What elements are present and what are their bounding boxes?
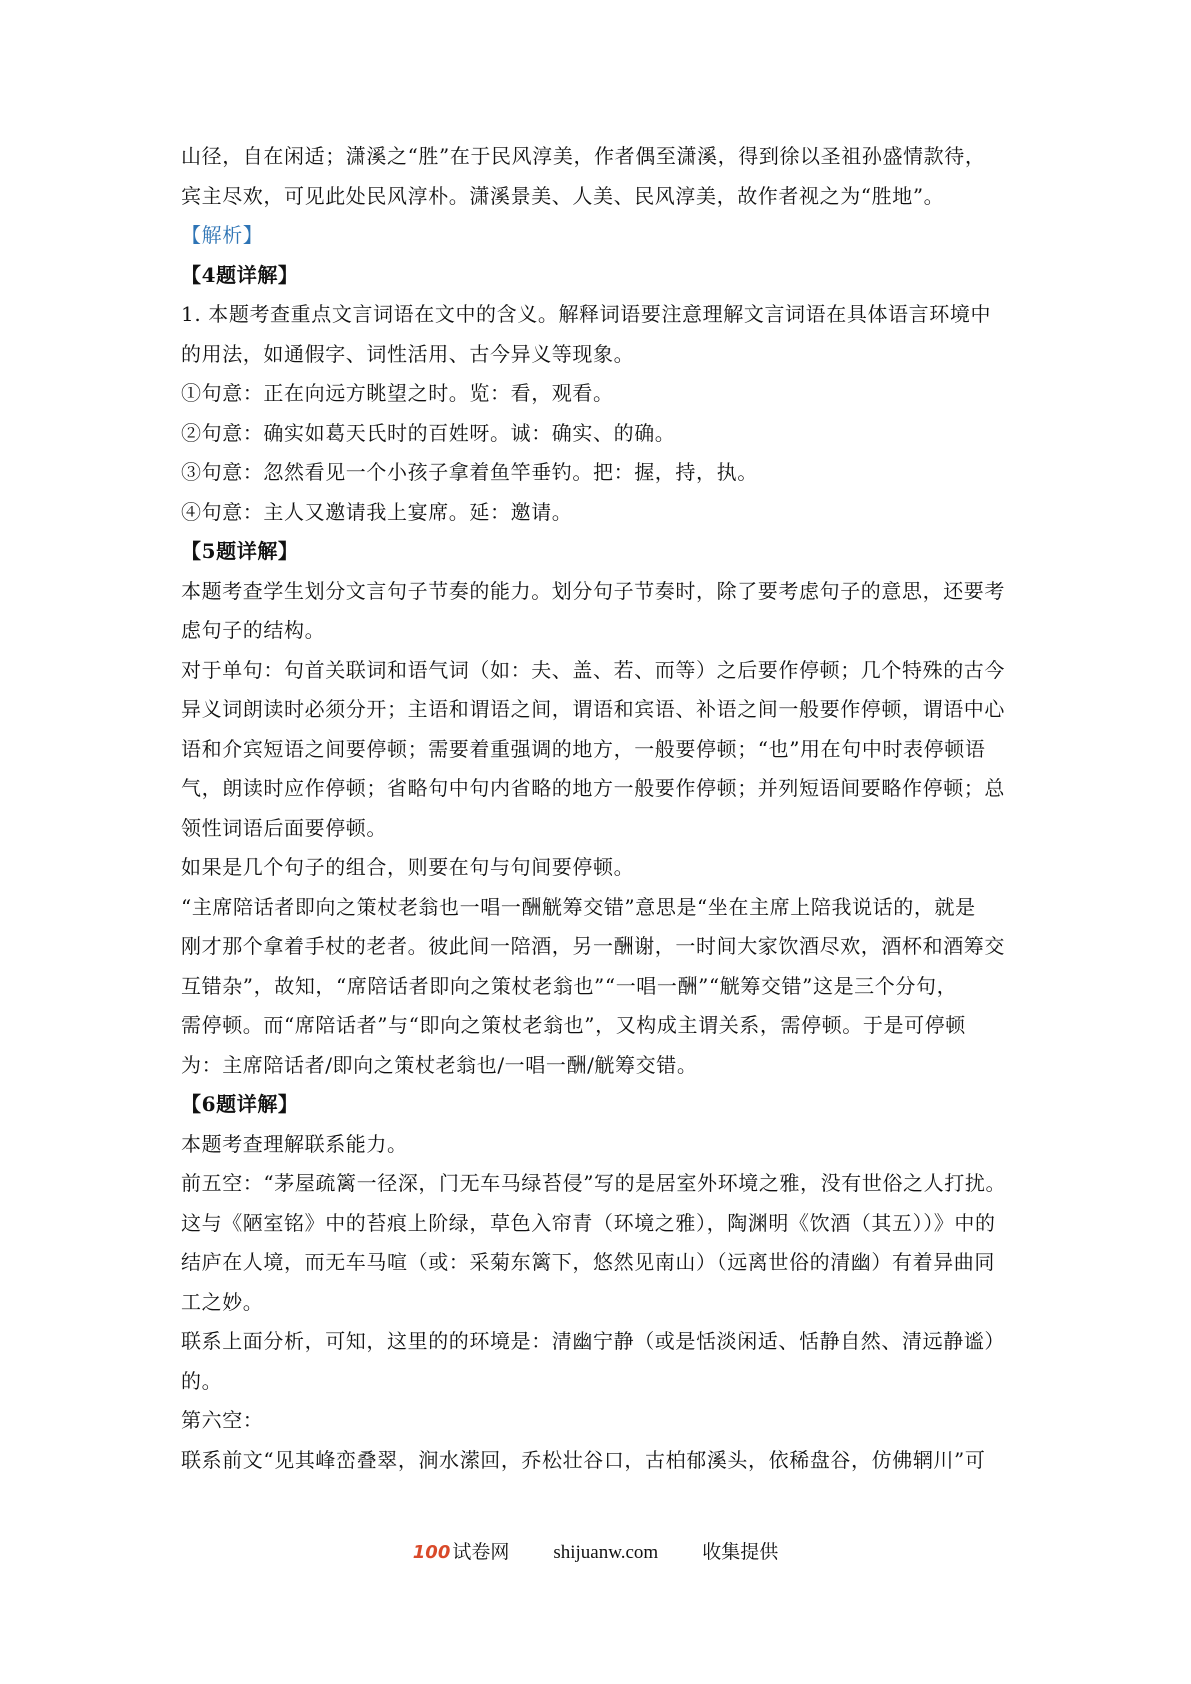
text-line: 对于单句：句首关联词和语气词（如：夫、盖、若、而等）之后要作停顿；几个特殊的古今 (181, 657, 1005, 682)
text-line: 1. 本题考查重点文言词语在文中的含义。解释词语要注意理解文言词语在具体语言环境中 (181, 302, 992, 326)
text-line: 联系前文“见其峰峦叠翠，涧水潆回，乔松壮谷口，古柏郁溪头，依稀盘谷，仿佛辋川”可 (181, 1447, 986, 1472)
section-heading: 【6题详解】 (181, 1092, 299, 1116)
text-line: 刚才那个拿着手杖的老者。彼此间一陪酒，另一酬谢，一时间大家饮酒尽欢，酒杯和酒筹交 (181, 934, 1005, 958)
text-line: 需停顿。而“席陪话者”与“即向之策杖老翁也”，又构成主谓关系，需停顿。于是可停顿 (181, 1013, 966, 1037)
text-line: 宾主尽欢，可见此处民风淳朴。潇溪景美、人美、民风淳美，故作者视之为“胜地”。 (181, 183, 945, 208)
section-label: 【解析】 (181, 223, 264, 247)
footer-site-url[interactable]: shijuanw.com (553, 1542, 659, 1563)
text-line: 气，朗读时应作停顿；省略句中句内省略的地方一般要作停顿；并列短语间要略作停顿；总 (181, 776, 1005, 800)
text-line: 联系上面分析，可知，这里的的环境是：清幽宁静（或是恬淡闲适、恬静自然、清远静谧） (181, 1329, 1005, 1353)
page-footer (0, 1537, 1191, 1564)
text-line: 的。 (181, 1368, 223, 1393)
text-line: 语和介宾短语之间要停顿；需要着重强调的地方，一般要停顿；“也”用在句中时表停顿语 (181, 736, 986, 761)
text-line: 虑句子的结构。 (181, 618, 326, 642)
text-line: 前五空：“茅屋疏篱一径深，门无车马绿苔侵”写的是居室外环境之雅，没有世俗之人打扰。 (181, 1171, 1007, 1195)
site-logo: 100 (412, 1542, 451, 1563)
footer-brand: 试卷网 (452, 1541, 510, 1563)
text-line: ②句意：确实如葛天氏时的百姓呀。诚：确实、的确。 (181, 420, 676, 445)
document-body (181, 137, 1014, 1480)
text-line: 本题考查学生划分文言句子节奏的能力。划分句子节奏时，除了要考虑句子的意思，还要考 (181, 578, 1005, 603)
text-line: 工之妙。 (181, 1289, 264, 1314)
text-line: 本题考查理解联系能力。 (181, 1131, 408, 1156)
text-line: 为：主席陪话者/即向之策杖老翁也/一唱一酬/觥筹交错。 (181, 1052, 698, 1077)
text-line: 结庐在人境，而无车马喧（或：采菊东篱下，悠然见南山）（远离世俗的清幽）有着异曲同 (181, 1250, 995, 1274)
text-line: ③句意：忽然看见一个小孩子拿着鱼竿垂钓。把：握，持，执。 (181, 460, 758, 484)
section-heading: 【5题详解】 (181, 539, 299, 563)
text-line: 领性词语后面要停顿。 (181, 815, 387, 840)
text-line: ①句意：正在向远方眺望之时。览：看，观看。 (181, 381, 614, 405)
text-line: 第六空： (181, 1408, 264, 1432)
text-line: “主席陪话者即向之策杖老翁也一唱一酬觥筹交错”意思是“坐在主席上陪我说话的，就是 (181, 894, 976, 919)
text-line: ④句意：主人又邀请我上宴席。延：邀请。 (181, 499, 573, 524)
text-line: 山径，自在闲适；潇溪之“胜”在于民风淳美，作者偶至潇溪，得到徐以圣祖孙盛情款待， (181, 144, 986, 168)
footer-note: 收集提供 (702, 1541, 779, 1563)
text-line: 的用法，如通假字、词性活用、古今异义等现象。 (181, 341, 635, 366)
text-line: 这与《陋室铭》中的苔痕上阶绿，草色入帘青（环境之雅），陶渊明《饮酒（其五））》中的 (181, 1210, 996, 1235)
text-line: 如果是几个句子的组合，则要在句与句间要停顿。 (181, 855, 635, 879)
section-heading: 【4题详解】 (181, 262, 299, 287)
text-line: 异义词朗读时必须分开；主语和谓语之间，谓语和宾语、补语之间一般要作停顿，谓语中心 (181, 697, 1005, 721)
text-line: 互错杂”，故知，“席陪话者即向之策杖老翁也”“一唱一酬”“觥筹交错”这是三个分句， (181, 973, 958, 998)
